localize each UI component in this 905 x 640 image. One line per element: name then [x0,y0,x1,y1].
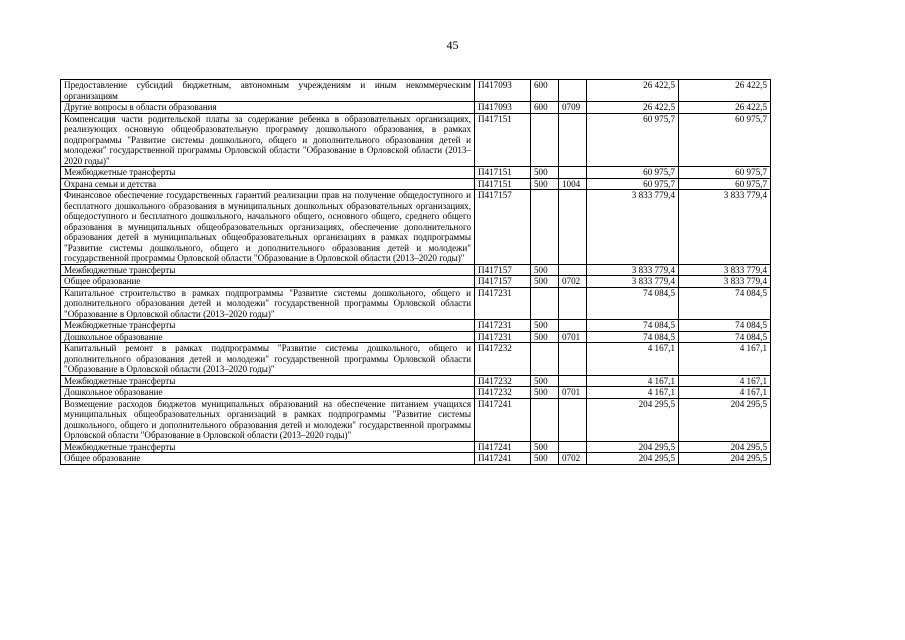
expense-type-cell: 500 [531,387,559,399]
table-row [61,80,771,102]
expense-name-cell: Охрана семьи и детства [61,178,475,190]
table-row [61,167,771,179]
expense-type-cell: 500 [531,453,559,465]
table-row [61,387,771,399]
section-code-cell: 0701 [559,387,587,399]
expense-type-cell: 600 [531,80,559,102]
amount-cell: 60 975,7 [679,113,771,167]
amount-cell: 60 975,7 [587,113,679,167]
expense-name-cell: Дошкольное образование [61,331,475,343]
target-code-cell: П417231 [475,331,531,343]
target-code-cell: П417157 [475,276,531,288]
expense-name-cell: Компенсация части родительской платы за содержание ребенка в образовательных организациях, реализующих основную общеобразовательную программу дошкольного образования, в рамках подпрограммы "Развитие системы дошкольного, общего и дополнительного образования детей и молодежи" государственной программы Орловской области "Образование в Орловской области (2013–2020 годы)" [61,113,475,167]
expense-name-cell: Возмещение расходов бюджетов муниципальных образований на обеспечение питанием учащихся муниципальных общеобразовательных организаций в рамках подпрограммы "Развитие системы дошкольного, общего и дополнительного образования детей и молодежи" государственной программы Орловской области "Образование в Орловской области (2013–2020 годы)" [61,398,475,441]
expense-type-cell: 500 [531,320,559,332]
amount-cell: 26 422,5 [679,102,771,114]
amount-cell: 74 084,5 [587,287,679,320]
target-code-cell: П417241 [475,453,531,465]
target-code-cell: П417093 [475,102,531,114]
table-row [61,343,771,376]
table-row [61,441,771,453]
target-code-cell: П417157 [475,190,531,265]
target-code-cell: П417241 [475,398,531,441]
expense-type-cell: 500 [531,264,559,276]
target-code-cell: П417241 [475,441,531,453]
amount-cell: 204 295,5 [587,453,679,465]
table-row [61,276,771,288]
target-code-cell: П417231 [475,320,531,332]
amount-cell: 60 975,7 [587,178,679,190]
amount-cell: 74 084,5 [679,287,771,320]
amount-cell: 74 084,5 [679,331,771,343]
expense-type-cell: 500 [531,331,559,343]
amount-cell: 60 975,7 [679,178,771,190]
amount-cell: 26 422,5 [587,102,679,114]
section-code-cell: 0702 [559,453,587,465]
section-code-cell [559,287,587,320]
section-code-cell [559,113,587,167]
expense-name-cell: Межбюджетные трансферты [61,441,475,453]
table-row [61,320,771,332]
expense-name-cell: Другие вопросы в области образования [61,102,475,114]
amount-cell: 3 833 779,4 [587,190,679,265]
section-code-cell [559,190,587,265]
table-row [61,264,771,276]
target-code-cell: П417232 [475,375,531,387]
expense-type-cell [531,398,559,441]
amount-cell: 204 295,5 [679,398,771,441]
amount-cell: 60 975,7 [587,167,679,179]
amount-cell: 3 833 779,4 [587,276,679,288]
expense-type-cell: 500 [531,178,559,190]
target-code-cell: П417151 [475,113,531,167]
target-code-cell: П417151 [475,167,531,179]
expense-type-cell: 500 [531,375,559,387]
target-code-cell: П417093 [475,80,531,102]
target-code-cell: П417232 [475,343,531,376]
target-code-cell: П417231 [475,287,531,320]
section-code-cell [559,343,587,376]
amount-cell: 26 422,5 [679,80,771,102]
amount-cell: 4 167,1 [587,387,679,399]
amount-cell: 204 295,5 [587,441,679,453]
table-row [61,190,771,265]
section-code-cell: 0701 [559,331,587,343]
expense-type-cell: 600 [531,102,559,114]
expense-name-cell: Капитальный ремонт в рамках подпрограммы "Развитие системы дошкольного, общего и дополнительного образования детей и молодежи" государственной программы Орловской области "Образование в Орловской области (2013–2020 годы)" [61,343,475,376]
expense-type-cell: 500 [531,441,559,453]
expense-type-cell: 500 [531,276,559,288]
section-code-cell: 1004 [559,178,587,190]
section-code-cell [559,264,587,276]
budget-table-body [61,80,771,465]
table-row [61,331,771,343]
section-code-cell [559,320,587,332]
table-row [61,453,771,465]
expense-name-cell: Общее образование [61,453,475,465]
expense-name-cell: Финансовое обеспечение государственных гарантий реализации прав на получение общедоступного и бесплатного дошкольного образования в муниципальных дошкольных образовательных организациях, общедоступного и бесплатного дошкольного, начального общего, основного общего, среднего общего образования в муниципальных общеобразовательных организациях, обеспечение дополнительного образования детей в муниципальных общеобразовательных организациях в рамках подпрограммы "Развитие системы дошкольного, общего и дополнительного образования детей и молодежи" государственной программы Орловской области "Образование в Орловской области (2013–2020 годы)" [61,190,475,265]
amount-cell: 4 167,1 [679,375,771,387]
page-number: 45 [446,38,459,52]
table-row [61,102,771,114]
table-row [61,113,771,167]
amount-cell: 204 295,5 [587,398,679,441]
amount-cell: 3 833 779,4 [587,264,679,276]
expense-name-cell: Межбюджетные трансферты [61,167,475,179]
amount-cell: 4 167,1 [587,343,679,376]
section-code-cell [559,80,587,102]
amount-cell: 3 833 779,4 [679,264,771,276]
table-row [61,287,771,320]
amount-cell: 74 084,5 [679,320,771,332]
expense-name-cell: Общее образование [61,276,475,288]
expense-name-cell: Межбюджетные трансферты [61,320,475,332]
expense-name-cell: Межбюджетные трансферты [61,375,475,387]
expense-type-cell: 500 [531,167,559,179]
target-code-cell: П417232 [475,387,531,399]
amount-cell: 74 084,5 [587,320,679,332]
amount-cell: 4 167,1 [587,375,679,387]
amount-cell: 74 084,5 [587,331,679,343]
amount-cell: 3 833 779,4 [679,276,771,288]
expense-name-cell: Предоставление субсидий бюджетным, автономным учреждениям и иным некоммерческим организациям [61,80,475,102]
section-code-cell: 0702 [559,276,587,288]
table-row [61,375,771,387]
budget-table [60,79,771,465]
amount-cell: 26 422,5 [587,80,679,102]
amount-cell: 4 167,1 [679,343,771,376]
expense-name-cell: Дошкольное образование [61,387,475,399]
expense-type-cell [531,343,559,376]
expense-type-cell [531,287,559,320]
amount-cell: 3 833 779,4 [679,190,771,265]
section-code-cell: 0709 [559,102,587,114]
target-code-cell: П417157 [475,264,531,276]
amount-cell: 204 295,5 [679,441,771,453]
section-code-cell [559,398,587,441]
expense-name-cell: Межбюджетные трансферты [61,264,475,276]
expense-type-cell [531,190,559,265]
table-row [61,178,771,190]
amount-cell: 204 295,5 [679,453,771,465]
section-code-cell [559,441,587,453]
amount-cell: 60 975,7 [679,167,771,179]
expense-name-cell: Капитальное строительство в рамках подпрограммы "Развитие системы дошкольного, общего и дополнительного образования детей и молодежи" государственной программы Орловской области "Образование в Орловской области (2013–2020 годы)" [61,287,475,320]
section-code-cell [559,167,587,179]
table-row [61,398,771,441]
amount-cell: 4 167,1 [679,387,771,399]
expense-type-cell [531,113,559,167]
target-code-cell: П417151 [475,178,531,190]
section-code-cell [559,375,587,387]
